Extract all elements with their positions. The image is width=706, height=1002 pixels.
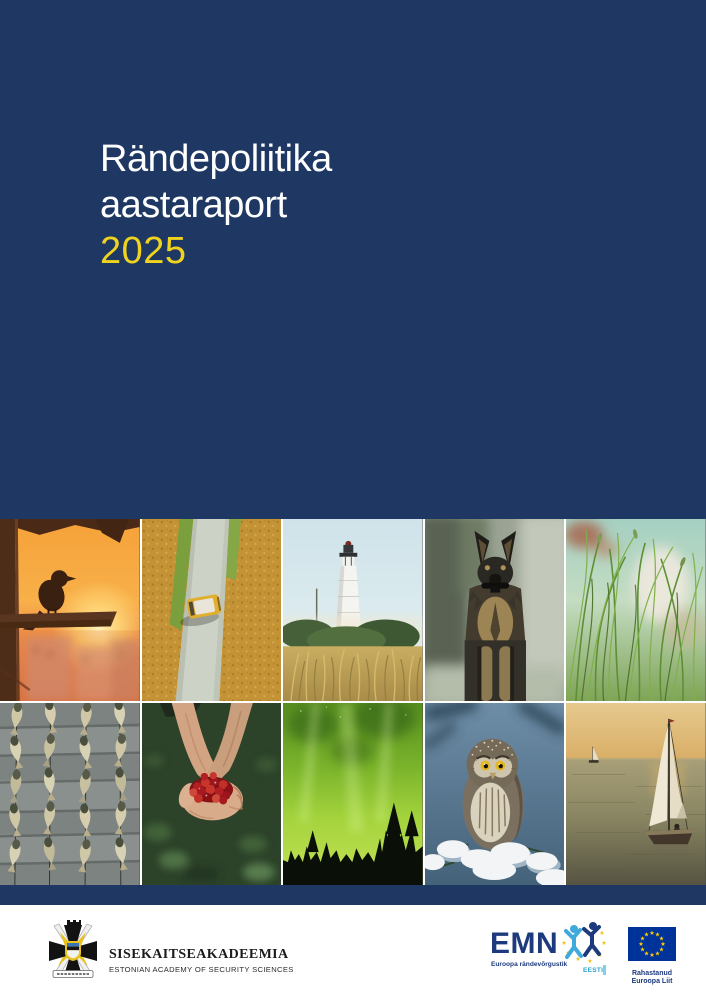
eu-caption-line2: Euroopa Liit <box>631 978 673 985</box>
emn-country-bar <box>603 965 606 975</box>
photo-aerial-road <box>142 519 282 701</box>
academy-name-block <box>109 933 294 974</box>
academy-logo-block <box>46 920 294 987</box>
emn-logo <box>490 927 608 979</box>
academy-subtitle: ESTONIAN ACADEMY OF SECURITY SCIENCES <box>109 965 294 974</box>
photo-berry-hands <box>142 703 282 885</box>
photo-bird-sunset <box>0 519 140 701</box>
emn-country-label: EESTI <box>583 966 604 974</box>
report-title <box>100 136 332 274</box>
academy-emblem-icon <box>46 920 100 987</box>
footer <box>0 905 706 1002</box>
eu-caption-line1: Rahastanud <box>631 969 673 977</box>
photo-mosaic <box>0 519 706 885</box>
title-line-1: Rändepoliitika <box>100 138 332 180</box>
academy-title: SISEKAITSEAKADEEMIA <box>109 947 289 962</box>
eu-funding-logo <box>624 927 680 987</box>
partner-logos <box>490 921 680 987</box>
photo-police-dog <box>425 519 565 701</box>
emn-subtitle: Euroopa rändevõrgustik <box>491 960 568 968</box>
eu-flag-icon <box>628 927 676 966</box>
photo-sailboat-sea <box>566 703 706 885</box>
title-year: 2025 <box>100 230 187 272</box>
navy-divider-strip <box>0 885 706 905</box>
photo-meadow-grass <box>566 519 706 701</box>
photo-owl-snow <box>425 703 565 885</box>
photo-lighthouse <box>283 519 423 701</box>
title-line-2: aastaraport <box>100 184 287 226</box>
emn-acronym: EMN <box>490 926 559 960</box>
photo-dried-fish <box>0 703 140 885</box>
eu-funding-caption <box>632 970 673 987</box>
photo-aurora-forest <box>283 703 423 885</box>
